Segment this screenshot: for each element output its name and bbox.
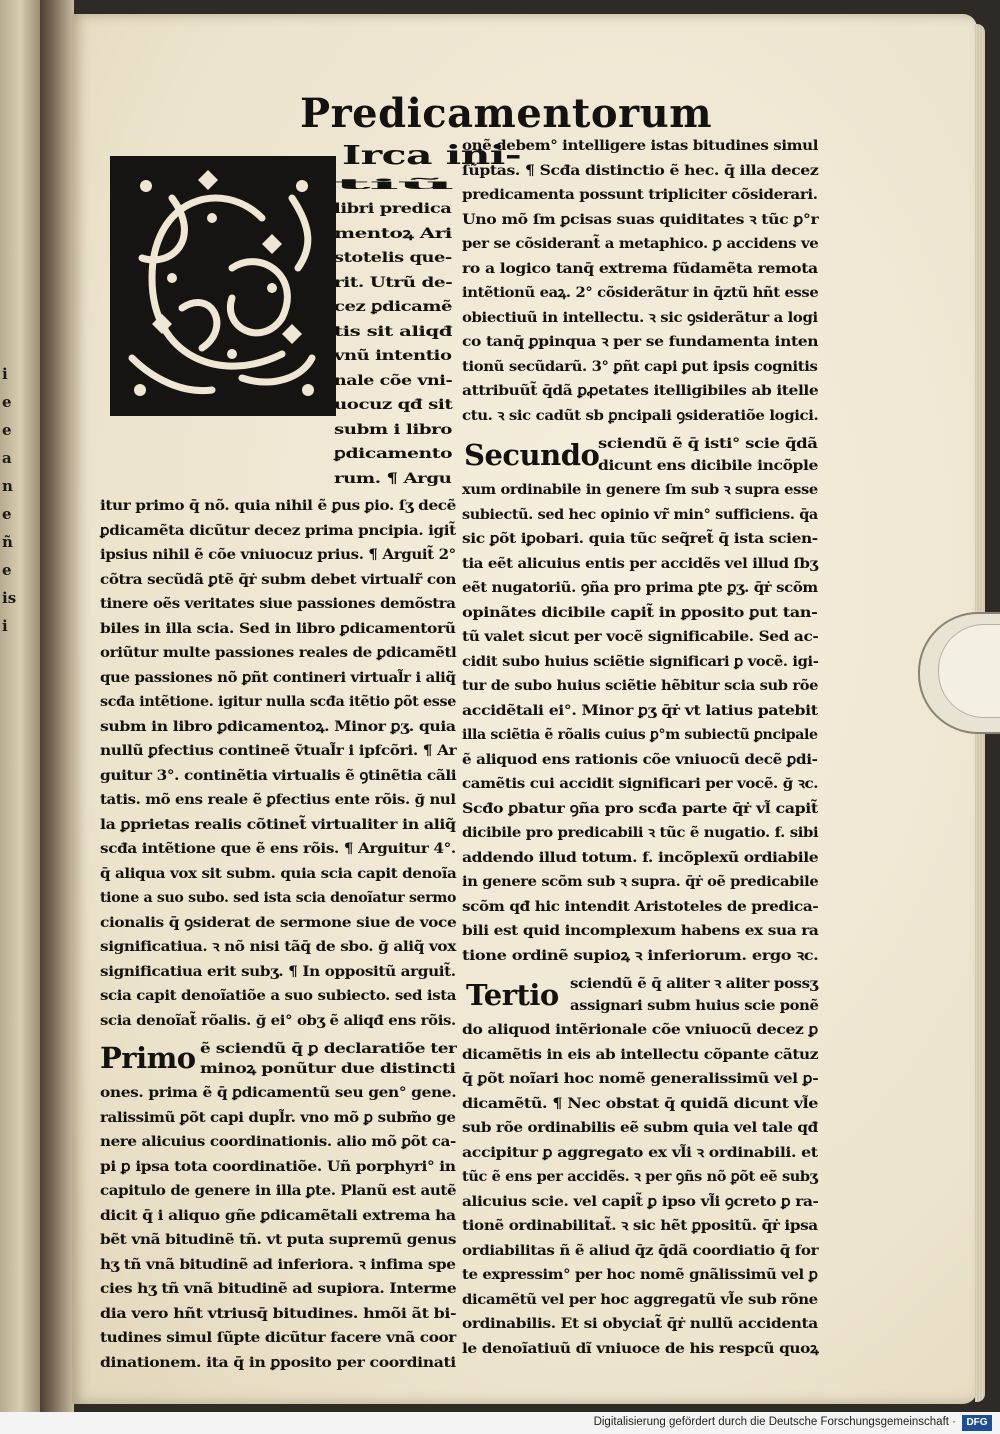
text-line: tis sit aliqđ — [334, 323, 453, 340]
text-line: in genere scõm sub ꝛ supra. q̄ṙ oẽ predicabile — [462, 874, 819, 890]
text-line: ꝑdicamento — [334, 446, 453, 462]
initial-first-line: Irca ini- — [342, 141, 522, 171]
facing-page-letter: i — [2, 617, 8, 635]
text-line: tiũ — [334, 176, 454, 193]
text-line: nere alicuius coordinationis. alio mõ ꝑõt ca- — [100, 1134, 456, 1150]
text-line: cies hʒ tñ vnã bitudinẽ ad supiora. Interme — [100, 1281, 457, 1297]
footer-bar — [0, 1412, 1000, 1434]
text-line: ctu. ꝛ sic cadũt sb ꝑncipali ꝯsideratiõe logici. — [462, 407, 819, 424]
text-line: do aliquod intẽrionale cõe vniuocũ decez ꝑ — [462, 1022, 818, 1038]
text-line: eẽt nugatoriũ. ꝯña pro prima ꝑte ꝑʒ. q̄ṙ scõm — [462, 580, 818, 596]
text-line: dicibile pro predicabili ꝛ tũc ẽ nugatio. f. sibi — [462, 825, 819, 841]
text-line: scđa intẽtione que ẽ ens rõis. ¶ Arguitur 4°. — [100, 841, 456, 857]
text-line: bili est quid incomplexum habens ex sua ra — [462, 923, 819, 939]
text-line: dicamẽtũ vel per hoc aggregatũ vl̃e sub rõne — [462, 1291, 818, 1308]
text-line: attribuũt̃ q̄dã ꝑꝓetates itelligibiles ab itelle — [462, 383, 819, 399]
text-line: dicamẽtũ. ¶ Nec obstat q̄ quidã dicunt vl̃e — [462, 1095, 818, 1112]
text-line: accidẽtali ei°. Minor ꝑʒ q̄ṙ vt latius patebit — [462, 702, 818, 719]
text-line: cez ꝑdicamẽ — [334, 299, 452, 315]
text-line: subm in libro ꝑdicamentoꝝ. Minor ꝑʒ. quia — [100, 718, 456, 735]
text-line: capitulo de genere in illa ꝑte. Planũ est autẽ — [100, 1183, 457, 1199]
facing-page-letter: ñ — [2, 533, 13, 551]
text-line: bẽt vnã bitudinẽ tñ. vt puta supremũ genus — [100, 1232, 457, 1248]
text-line: sub rõe ordinabilis eẽ subm quia vel tale qđ — [462, 1120, 818, 1136]
text-line: biles in illa scia. Sed in libro ꝑdicamentorũ — [100, 620, 456, 637]
text-line: accipitur ꝑ aggregato ex vl̃i ꝛ ordinabili. et — [462, 1144, 818, 1161]
text-line: alicuius scie. vel capit̃ ꝑ ipso vl̃i ꝯcreto ꝑ ra- — [462, 1193, 819, 1210]
text-line: nale cõe vni- — [334, 372, 453, 389]
facing-page-letter: n — [2, 477, 13, 495]
text-line: rit. Utrũ de- — [334, 274, 453, 291]
text-line: pi ꝑ ipsa tota coordinatiõe. Uñ porphyri° in — [100, 1158, 456, 1175]
text-line: tionẽ ordinabilitat̃. ꝛ sic hẽt ꝑpositũ. q̄ṙ ipsa — [462, 1218, 818, 1234]
text-line: rum. ¶ Argu — [334, 470, 452, 487]
text-line: dia vero hñt vtriusq̄ bitudines. hmõi ãt bi- — [100, 1305, 457, 1322]
text-line: ro a logico tanq̄ extrema fũdamẽta remota — [462, 260, 818, 277]
decorated-initial-c-icon — [110, 156, 336, 416]
text-line: minoꝝ ponũtur due distincti — [200, 1061, 456, 1077]
text-line: ordinabilis. Et si obyciat̃ q̄ṙ nullũ accidenta — [462, 1316, 818, 1332]
text-line: significatiua. ꝛ nõ nisi tãq̄ de sbo. ğ aliq̃ vox — [100, 939, 456, 955]
text-line: le denoĩatiuũ dĩ vniuoce de his respcũ quoꝝ — [462, 1340, 819, 1357]
text-line: tinere oẽs veritates siue passiones demõstra — [100, 596, 456, 612]
text-line: ẽ sciendũ q̄ ꝑ declaratiõe ter — [200, 1041, 457, 1057]
text-line: uocuz qđ sit — [334, 397, 453, 413]
text-line: te expressim° per hoc nomẽ gnãlissimũ vel ꝑ — [462, 1267, 818, 1283]
text-line: camẽtis cui accidit significari per vocẽ. ğ ꝛc. — [462, 776, 819, 792]
text-line: cionalis q̄ ꝯsiderat de sermone siue de voce — [100, 914, 457, 931]
text-line: onẽ debem° intelligere istas bitudines simul — [462, 138, 819, 154]
text-line: sciendũ ẽ q̄ aliter ꝛ aliter possʒ — [570, 976, 818, 992]
text-line: ẽ aliquod ens rationis cõe vniuocũ decẽ ꝑdi- — [462, 751, 818, 768]
section-heading-tertio: Tertio — [466, 978, 559, 1012]
text-line: libri predica — [334, 201, 452, 217]
text-line: subiectũ. sed hec opinio vr̃ min° sufficiens. q̄a — [462, 506, 818, 523]
text-line: illa sciẽtia ẽ rõalis cuius ꝑ°m subiectũ ꝑncipale — [462, 727, 818, 743]
text-line: cidit subo huius sciẽtie significari ꝑ vocẽ. igi- — [462, 653, 819, 670]
page-header-title: Predicamentorum — [300, 90, 713, 137]
text-line: ſũptas. ¶ Scđa distinctio ẽ hec. q̄ illa decez — [462, 162, 819, 179]
text-line: opinãtes dicibile capit̃ in ꝑposito ꝑut tan- — [462, 604, 818, 621]
text-line: dinationem. ita q̄ in ꝑposito per coordinati — [100, 1354, 456, 1371]
facing-page-letter: is — [2, 589, 17, 607]
text-line: tione a suo subo. sed ista scia denoĩatur sermo — [100, 890, 457, 906]
text-line: subm i libro — [334, 421, 452, 438]
text-line: significatiua erit subʒ. ¶ In oppositũ arguit̃. — [100, 963, 456, 980]
text-line: q̄ aliqua vox sit subm. quia scia capit denoĩa — [100, 865, 457, 882]
text-line: assignari subm huius scie ponẽ — [570, 998, 819, 1014]
text-line: addendo illud totum. f. incõplexũ ordiabile — [462, 849, 819, 866]
text-line: ralissimũ ꝑõt capi dupl̃r. vno mõ ꝑ subm̃o ge — [100, 1109, 456, 1126]
text-line: co tanq̄ ꝑpinqua ꝛ per se fundamenta inten — [462, 334, 819, 350]
text-line: que passiones nõ ꝑñt contineri virtual̃r i aliq̃ — [100, 669, 456, 686]
text-line: scia denoĩat̃ rõalis. ğ ei° obʒ ẽ aliqđ ens rõis. — [100, 1012, 456, 1029]
text-line: dicunt ens dicibile incõple — [598, 458, 819, 474]
text-line: vnũ intentio — [334, 348, 452, 364]
text-line: sic ꝑõt iꝑobari. quia tũc seq̃ret̃ q̄ ista scien- — [462, 531, 818, 547]
text-line: nullũ ꝑfectius contineẽ ṽtual̃r i ipfcõri. ¶ Ar — [100, 743, 457, 759]
text-line: intẽtionũ eaꝝ. 2° cõsiderãtur in q̄ztũ hñt esse — [462, 285, 819, 301]
text-line: tur de subo huius sciẽtie hẽbitur scia sub rõe — [462, 678, 819, 694]
text-line: guitur 3°. continẽtia virtualis ẽ ꝯtinẽtia cãli — [100, 767, 457, 784]
facing-page-letter: a — [2, 449, 12, 467]
footer-credit: Digitalisierung gefördert durch die Deutsche Forschungsgemeinschaft · — [593, 1416, 956, 1428]
text-line: dicit q̄ i aliquo gñe ꝑdicamẽtali extrema ha — [100, 1207, 456, 1224]
text-line: hʒ tñ vnã bitudinẽ ad inferiora. ꝛ infima spe — [100, 1256, 456, 1273]
book-gutter — [40, 0, 74, 1412]
dfg-logo-icon: DFG — [962, 1415, 992, 1431]
facing-page-letter: e — [2, 561, 12, 579]
text-line: scõm qđ hic intendit Aristoteles de predica- — [462, 898, 819, 915]
text-line: predicamenta possunt tripliciter cõsiderari. — [462, 187, 818, 203]
facing-page-letters — [2, 360, 18, 640]
text-line: tũc ẽ ens per accidẽs. ꝛ per ꝯñs nõ ꝑõt eẽ subʒ — [462, 1169, 818, 1185]
text-line: tia eẽt alicuius entis per accidẽs vel illud ſbʒ — [462, 555, 818, 572]
facing-page-letter: e — [2, 421, 12, 439]
text-line: stotelis que- — [334, 250, 452, 266]
text-line: Scđo ꝑbatur ꝯña pro scđa parte q̄ṙ vl̃ capit̃ — [462, 800, 818, 817]
text-line: Uno mõ ſm ꝑcisas suas quiditates ꝛ tũc ꝑ°r — [462, 211, 819, 228]
text-line: tionũ secũdarũ. 3° ꝑñt capi ꝑut ipsis cognitis — [462, 358, 818, 375]
text-line: oriũtur multe passiones reales de ꝑdicamẽtl — [100, 645, 457, 661]
text-line: ordiabilitas ñ ẽ aliud q̄z q̄dã coordiatio q̄ for — [462, 1242, 819, 1259]
text-line: q̄ ꝑõt noĩari hoc nomẽ generalissimũ vel ꝑ- — [462, 1071, 819, 1087]
text-line: per se cõsiderant̃ a metaphico. ꝑ accidens ve — [462, 236, 819, 252]
facing-page-letter: i — [2, 365, 8, 383]
text-line: tione ordinẽ supioꝝ ꝛ inferiorum. ergo ꝛc. — [462, 947, 819, 964]
text-line: itur primo q̄ nõ. quia nihil ẽ ꝑus ꝑio. ſʒ decẽ — [100, 498, 456, 514]
text-line: scđa intẽtione. igitur nulla scđa itẽtio ꝑõt esse — [100, 694, 456, 710]
text-line: tudines simul ſũpte dicũtur facere vnã coor — [100, 1330, 456, 1346]
text-line: cõtra secũdã ꝑtẽ q̄ṙ subm debet virtualr̃ con — [100, 571, 457, 588]
section-heading-primo: Primo — [100, 1041, 196, 1075]
text-line: sciendũ ẽ q̄ isti° scie q̄dã — [598, 436, 818, 452]
text-line: ꝑdicamẽta dicũtur decez prima pncipia. igit̃ — [100, 522, 456, 539]
facing-page-letter: e — [2, 393, 12, 411]
text-line: tatis. mõ ens reale ẽ ꝑfectius ente rõis. ğ nul — [100, 792, 456, 808]
text-line: la ꝑprietas realis cõtinet̃ virtualiter in aliq̃ — [100, 816, 456, 833]
text-line: xum ordinabile in genere ſm sub ꝛ supra esse — [462, 482, 818, 498]
text-line: ipsius nihil ẽ cõe vniuocuz prius. ¶ Arguit̃ 2° — [100, 547, 456, 563]
text-line: dicamẽtis in eis ab intellectu cõpante cãtuz — [462, 1046, 819, 1063]
text-line: obiectiuũ in intellectu. ꝛ sic ꝯsiderãtur a logi — [462, 309, 818, 326]
section-heading-secundo: Secundo — [464, 438, 600, 472]
text-line: ones. prima ẽ q̄ ꝑdicamentũ seu gen° gene. — [100, 1085, 457, 1101]
facing-page-letter: e — [2, 505, 12, 523]
text-line: tũ valet sicut per vocẽ significabile. Sed ac- — [462, 629, 819, 645]
text-line: scia capit denoĩatiõe a suo subiecto. sed ista — [100, 988, 457, 1004]
facing-page-edge — [0, 0, 40, 1412]
text-line: mentoꝝ Ari — [334, 225, 452, 242]
